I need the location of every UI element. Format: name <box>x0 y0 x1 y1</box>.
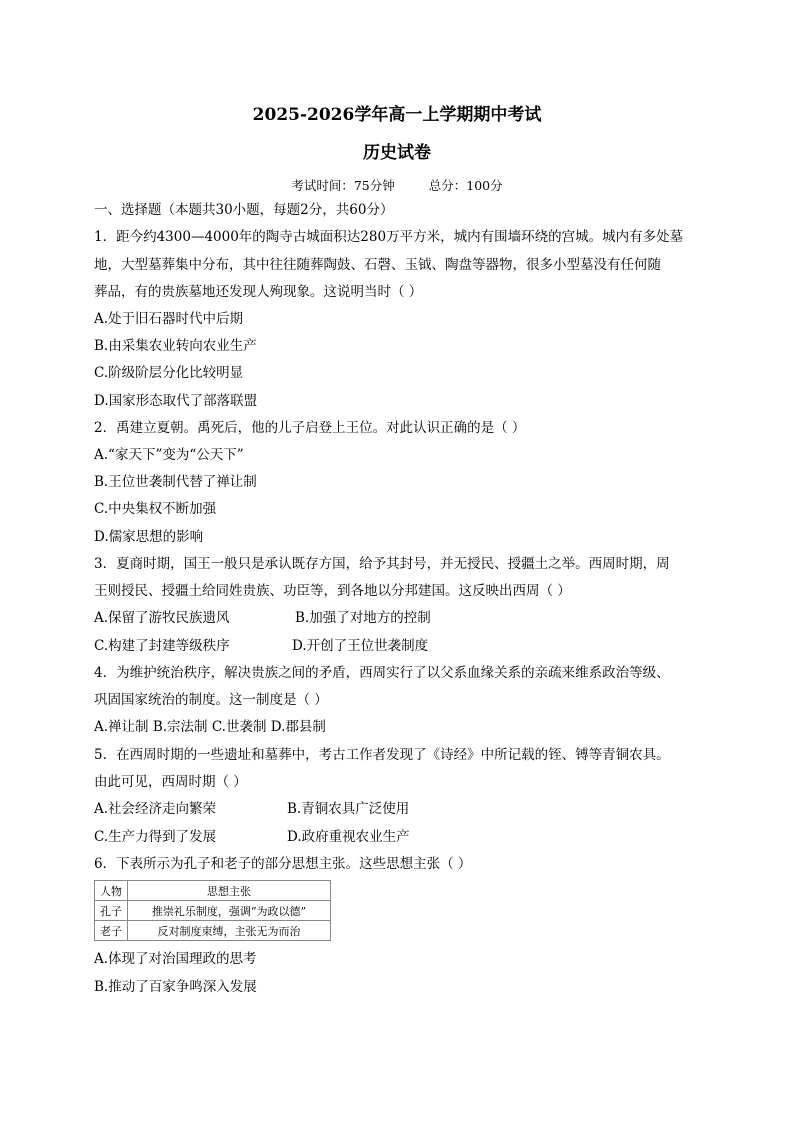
question-4-line-1: 4．为维护统治秩序，解决贵族之间的矛盾，西周实行了以父系血缘关系的亲疏来维系政治等级、 <box>94 665 670 681</box>
question-3-option-b: B.加强了对地方的控制 <box>295 610 431 626</box>
question-3-option-d: D.开创了王位世袭制度 <box>292 638 429 654</box>
exam-info <box>0 176 794 194</box>
question-1-option-c: C.阶级阶层分化比较明显 <box>94 365 244 381</box>
table-row <box>95 901 331 921</box>
table-header-ideas: 思想主张 <box>128 881 331 901</box>
question-5-line-1: 5．在西周时期的一些遗址和墓葬中，考古工作者发现了《诗经》中所记载的铚、镈等青铜农具。 <box>94 747 670 763</box>
question-6-option-b: B.推动了百家争鸣深入发展 <box>94 979 257 995</box>
question-5-option-b: B.青铜农具广泛使用 <box>287 801 410 817</box>
question-5-option-a: A.社会经济走向繁荣 <box>94 801 217 817</box>
question-1-line-2: 地，大型墓葬集中分布，其中往往随葬陶鼓、石磬、玉钺、陶盘等器物，很多小型墓没有任何随 <box>94 257 661 273</box>
table-row <box>95 921 331 941</box>
question-3-option-c: C.构建了封建等级秩序 <box>94 638 230 654</box>
exam-subject: 历史试卷 <box>363 143 431 163</box>
table-cell-person: 孔子 <box>95 901 128 921</box>
question-3-option-a: A.保留了游牧民族遗风 <box>94 610 230 626</box>
question-4-line-2: 巩固国家统治的制度。这一制度是（ ） <box>94 692 328 708</box>
question-1-line-1: 1．距今约4300—4000年的陶寺古城面积达280万平方米，城内有围墙环绕的宫城。城内有多处墓 <box>94 229 684 245</box>
question-2-option-c: C.中央集权不断加强 <box>94 501 217 517</box>
question-1-option-a: A.处于旧石器时代中后期 <box>94 311 244 327</box>
question-6-option-a: A.体现了对治国理政的思考 <box>94 951 257 967</box>
question-5-option-c: C.生产力得到了发展 <box>94 829 217 845</box>
exam-title: 2025-2026学年高一上学期期中考试 <box>252 105 542 125</box>
section-heading: 一、选择题（本题共30小题，每题2分，共60分） <box>94 202 394 218</box>
question-1-option-d: D.国家形态取代了部落联盟 <box>94 393 258 409</box>
question-1-line-3: 葬品，有的贵族墓地还发现人殉现象。这说明当时（ ） <box>94 284 423 300</box>
question-3-line-2: 王则授民、授疆土给同姓贵族、功臣等，到各地以分邦建国。这反映出西周（ ） <box>94 583 571 599</box>
exam-time: 考试时间：75分钟 <box>291 178 395 193</box>
table-cell-ideas: 反对制度束缚，主张无为而治 <box>128 921 331 941</box>
table-cell-person: 老子 <box>95 921 128 941</box>
question-2-line-1: 2．禹建立夏朝。禹死后，他的儿子启登上王位。对此认识正确的是（ ） <box>94 420 526 436</box>
question-2-option-b: B.王位世袭制代替了禅让制 <box>94 474 257 490</box>
question-5-line-2: 由此可见，西周时期（ ） <box>94 774 247 790</box>
question-4-options: A.禅让制 B.宗法制 C.世袭制 D.郡县制 <box>94 719 326 735</box>
question-2-option-d: D.儒家思想的影响 <box>94 529 204 545</box>
question-5-option-d: D.政府重视农业生产 <box>287 829 410 845</box>
question-2-option-a: A.“家天下”变为“公天下” <box>94 447 244 463</box>
exam-total-score: 总分：100分 <box>428 178 503 193</box>
table-header-row <box>95 881 331 901</box>
table-header-person: 人物 <box>95 881 128 901</box>
thinkers-table <box>94 880 331 941</box>
table-cell-ideas: 推崇礼乐制度，强调“为政以德” <box>128 901 331 921</box>
question-6-line-1: 6．下表所示为孔子和老子的部分思想主张。这些思想主张（ ） <box>94 856 472 872</box>
question-1-option-b: B.由采集农业转向农业生产 <box>94 338 257 354</box>
question-3-line-1: 3．夏商时期，国王一般只是承认既存方国，给予其封号，并无授民、授疆土之举。西周时期，周 <box>94 556 670 572</box>
